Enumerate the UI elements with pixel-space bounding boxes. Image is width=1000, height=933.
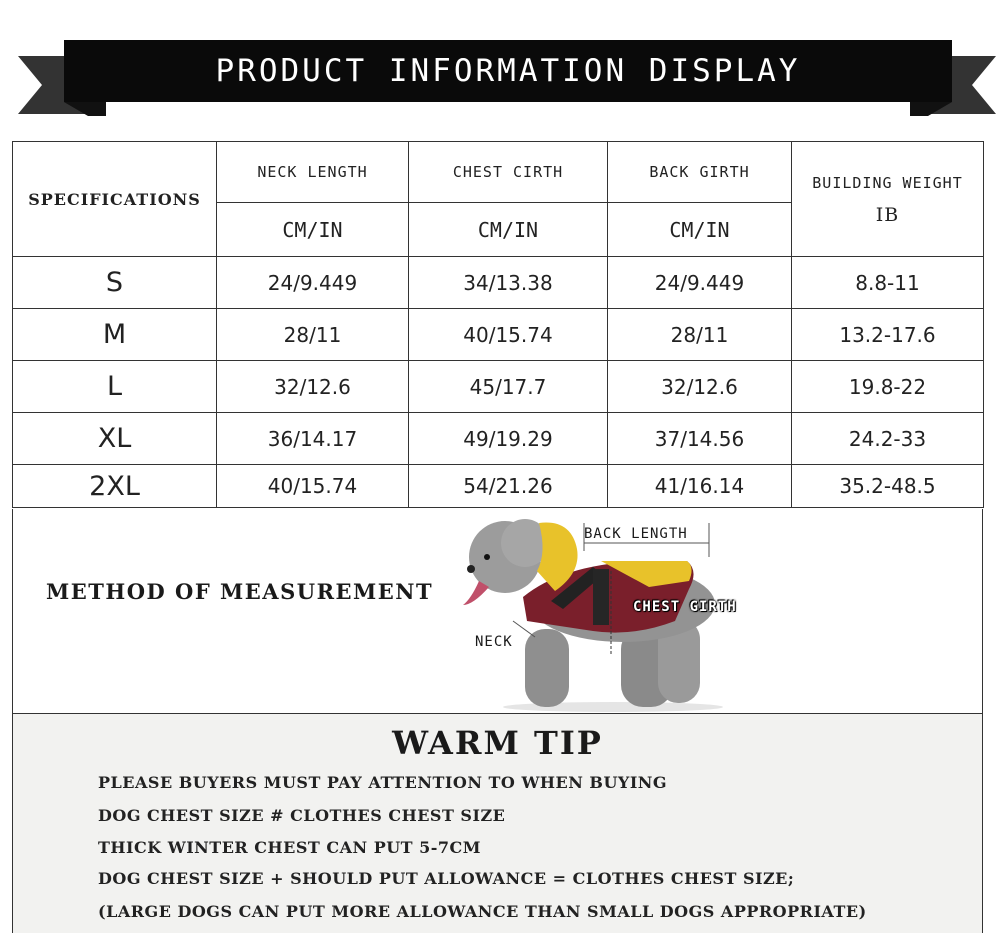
tip-line: THICK WINTER CHEST CAN PUT 5-7CM	[98, 838, 481, 857]
size-cell: 2XL	[13, 465, 217, 508]
weight-header	[792, 142, 984, 257]
back-length-label: BACK LENGTH	[584, 526, 688, 542]
neck-unit: CM/IN	[217, 203, 409, 257]
table-row	[13, 465, 984, 508]
specifications-header: SPECIFICATIONS	[13, 142, 217, 257]
size-cell: M	[13, 309, 217, 361]
measurement-title: METHOD OF MEASUREMENT	[46, 579, 434, 604]
back-cell: 28/11	[608, 309, 792, 361]
size-table	[12, 141, 984, 508]
size-cell: XL	[13, 413, 217, 465]
weight-header-name: BUILDING WEIGHT	[812, 174, 963, 192]
weight-cell: 13.2-17.6	[792, 309, 984, 361]
back-cell: 41/16.14	[608, 465, 792, 508]
neck-cell: 32/12.6	[217, 361, 409, 413]
size-cell: S	[13, 257, 217, 309]
chest-girth-header: CHEST CIRTH	[409, 142, 608, 203]
tip-line: (LARGE DOGS CAN PUT MORE ALLOWANCE THAN SMALL DOGS APPROPRIATE)	[98, 902, 867, 921]
tip-line: PLEASE BUYERS MUST PAY ATTENTION TO WHEN BUYING	[98, 773, 668, 792]
dog-measurement-figure	[443, 509, 773, 713]
chest-unit: CM/IN	[409, 203, 608, 257]
table-row	[13, 413, 984, 465]
tip-line: DOG CHEST SIZE + SHOULD PUT ALLOWANCE = CLOTHES CHEST SIZE;	[98, 869, 795, 888]
neck-cell: 36/14.17	[217, 413, 409, 465]
neck-label: NECK	[475, 634, 513, 650]
neck-cell: 24/9.449	[217, 257, 409, 309]
chest-girth-label: CHEST GIRTH	[633, 599, 737, 615]
table-row	[13, 257, 984, 309]
measurement-section	[12, 509, 983, 713]
back-unit: CM/IN	[608, 203, 792, 257]
size-cell: L	[13, 361, 217, 413]
tip-line: DOG CHEST SIZE # CLOTHES CHEST SIZE	[98, 806, 506, 825]
neck-cell: 28/11	[217, 309, 409, 361]
back-cell: 32/12.6	[608, 361, 792, 413]
weight-cell: 8.8-11	[792, 257, 984, 309]
warm-tip-title: WARM TIP	[392, 724, 603, 762]
chest-cell: 54/21.26	[409, 465, 608, 508]
table-row	[13, 361, 984, 413]
neck-cell: 40/15.74	[217, 465, 409, 508]
weight-cell: 19.8-22	[792, 361, 984, 413]
weight-cell: 24.2-33	[792, 413, 984, 465]
chest-cell: 40/15.74	[409, 309, 608, 361]
banner-area	[0, 0, 1000, 130]
neck-length-header: NECK LENGTH	[217, 142, 409, 203]
table-row	[13, 309, 984, 361]
back-cell: 24/9.449	[608, 257, 792, 309]
chest-cell: 49/19.29	[409, 413, 608, 465]
weight-cell: 35.2-48.5	[792, 465, 984, 508]
table-header-row	[13, 142, 984, 203]
banner-title: PRODUCT INFORMATION DISPLAY	[64, 40, 952, 102]
chest-cell: 45/17.7	[409, 361, 608, 413]
weight-header-unit: IB	[875, 204, 900, 226]
back-girth-header: BACK GIRTH	[608, 142, 792, 203]
chest-cell: 34/13.38	[409, 257, 608, 309]
back-cell: 37/14.56	[608, 413, 792, 465]
warm-tip-section	[12, 713, 983, 933]
